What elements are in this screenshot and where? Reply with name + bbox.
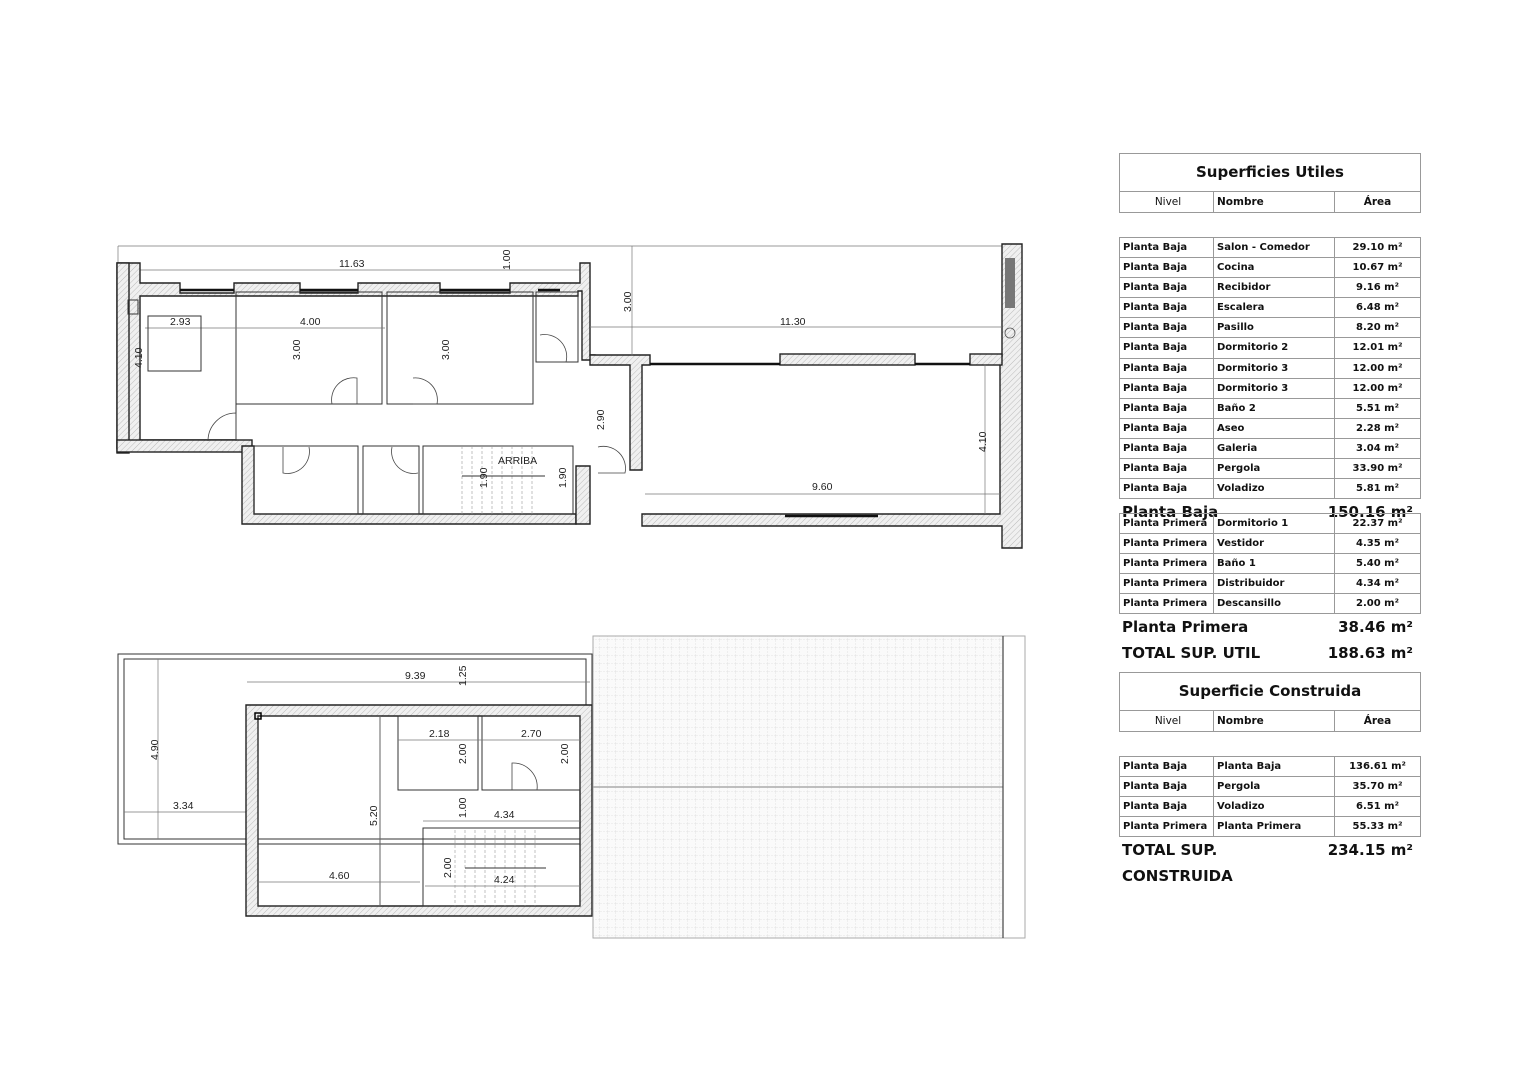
table-row (1120, 594, 1420, 613)
table-row (1120, 298, 1420, 318)
total-sup-construida (1119, 837, 1421, 886)
table-row (1120, 338, 1420, 358)
table-row (1120, 777, 1420, 797)
dim-stair-right: 1.90 (557, 467, 569, 488)
cell-nombre: Planta Baja (1213, 757, 1334, 776)
cell-area: 4.35 m² (1334, 534, 1420, 553)
dim-top-offset: 1.00 (501, 249, 513, 270)
dim-bedroom-depth: 5.20 (368, 805, 380, 826)
table-row (1120, 439, 1420, 459)
dim-bedroom-width: 4.60 (329, 870, 350, 882)
table-row (1120, 399, 1420, 419)
dim-bath-width: 2.70 (521, 728, 542, 740)
cell-nombre: Pergola (1213, 777, 1334, 796)
header-nivel: Nivel (1154, 196, 1182, 208)
dim-overall-width: 11.63 (339, 258, 365, 270)
cell-area: 4.34 m² (1334, 574, 1420, 593)
table-row (1120, 574, 1420, 594)
cell-nombre: Dormitorio 3 (1213, 359, 1334, 378)
table-row (1120, 459, 1420, 479)
header-nombre: Nombre (1213, 192, 1334, 212)
cell-nivel: Planta Baja (1123, 302, 1188, 314)
cell-nivel: Planta Baja (1123, 781, 1188, 793)
table-row (1120, 817, 1420, 836)
dim-kitchen-width: 2.93 (170, 316, 191, 328)
table-row (1120, 258, 1420, 278)
table-row (1120, 479, 1420, 498)
table-row (1120, 797, 1420, 817)
cell-area: 12.00 m² (1334, 379, 1420, 398)
cell-area: 5.51 m² (1334, 399, 1420, 418)
dim-kitchen-depth: 4.10 (133, 347, 145, 368)
total-sup-util (1119, 640, 1421, 666)
header-nombre: Nombre (1213, 711, 1334, 731)
table-row (1120, 318, 1420, 338)
dim-dressing-width: 2.18 (429, 728, 450, 740)
total-label: TOTAL SUP. UTIL (1122, 644, 1261, 663)
subtotal-value: 150.16 m² (1327, 503, 1413, 522)
table-title: Superficie Construida (1120, 673, 1420, 711)
cell-area: 12.01 m² (1334, 338, 1420, 357)
cell-nivel: Planta Primera (1123, 558, 1208, 570)
superficies-utiles-header (1119, 153, 1421, 213)
cell-nombre: Dormitorio 2 (1213, 338, 1334, 357)
dim-bedroom-b-depth: 3.00 (440, 339, 452, 360)
cell-area: 2.28 m² (1334, 419, 1420, 438)
cell-area: 5.40 m² (1334, 554, 1420, 573)
cell-area: 10.67 m² (1334, 258, 1420, 277)
cell-nombre: Planta Primera (1213, 817, 1334, 836)
table-row (1120, 514, 1420, 534)
cell-nivel: Planta Baja (1123, 463, 1188, 475)
cell-nivel: Planta Primera (1123, 598, 1208, 610)
planta-baja-rows (1119, 237, 1421, 525)
total-value: 234.15 m² (1327, 841, 1413, 860)
first-floor-plan (118, 636, 1025, 938)
cell-nombre: Voladizo (1213, 479, 1334, 498)
table-title: Superficies Utiles (1120, 154, 1420, 192)
superficie-construida-table (1119, 672, 1421, 732)
cell-nivel: Planta Baja (1123, 342, 1188, 354)
table-row (1120, 278, 1420, 298)
planta-primera-subtotal (1119, 614, 1421, 640)
cell-area: 8.20 m² (1334, 318, 1420, 337)
cell-nivel: Planta Baja (1123, 442, 1188, 454)
dim-terrace-depth: 4.90 (149, 739, 161, 760)
dim-bedroom-a-width: 4.00 (300, 316, 321, 328)
cell-nivel: Planta Baja (1123, 322, 1188, 334)
table-row (1120, 359, 1420, 379)
table-row (1120, 534, 1420, 554)
cell-nombre: Galeria (1213, 439, 1334, 458)
subtotal-label: Planta Baja (1122, 503, 1219, 522)
subtotal-value: 38.46 m² (1338, 618, 1413, 637)
table-row (1120, 379, 1420, 399)
dim-hall-width-ff: 4.34 (494, 809, 515, 821)
cell-nombre: Aseo (1213, 419, 1334, 438)
cell-area: 3.04 m² (1334, 439, 1420, 458)
dim-terrace-side: 3.34 (173, 800, 194, 812)
cell-nivel: Planta Primera (1123, 538, 1208, 550)
construida-rows (1119, 756, 1421, 886)
dim-pergola-depth: 3.00 (622, 291, 634, 312)
total-label: TOTAL SUP. CONSTRUIDA (1122, 841, 1233, 886)
dim-bedroom-a-depth: 3.00 (291, 339, 303, 360)
cell-area: 9.16 m² (1334, 278, 1420, 297)
cell-nivel: Planta Baja (1123, 382, 1188, 394)
cell-nombre: Vestidor (1213, 534, 1334, 553)
table-row (1120, 757, 1420, 777)
table-row (1120, 238, 1420, 258)
table-row (1120, 419, 1420, 439)
ground-floor-plan (117, 244, 1022, 548)
cell-area: 22.37 m² (1334, 514, 1420, 533)
cell-nivel: Planta Baja (1123, 282, 1188, 294)
header-area: Área (1334, 711, 1420, 731)
total-value: 188.63 m² (1327, 644, 1413, 663)
header-area: Área (1334, 192, 1420, 212)
cell-area: 6.48 m² (1334, 298, 1420, 317)
cell-area: 35.70 m² (1334, 777, 1420, 796)
column-headers (1120, 192, 1420, 212)
planta-primera-rows (1119, 513, 1421, 666)
superficies-utiles-table (1119, 153, 1421, 213)
first-floor-staircase (455, 830, 546, 906)
cell-nombre: Dormitorio 3 (1213, 379, 1334, 398)
dim-hall-depth: 2.90 (595, 409, 607, 430)
dim-stair-depth-ff: 2.00 (442, 857, 454, 878)
cell-area: 55.33 m² (1334, 817, 1420, 836)
dim-terrace-offset: 1.25 (457, 665, 469, 686)
cell-nivel: Planta Baja (1123, 262, 1188, 274)
column-headers (1120, 711, 1420, 731)
header-nivel: Nivel (1154, 715, 1182, 727)
cell-nombre: Recibidor (1213, 278, 1334, 297)
cell-nombre: Pergola (1213, 459, 1334, 478)
cell-area: 33.90 m² (1334, 459, 1420, 478)
cell-nombre: Baño 1 (1213, 554, 1334, 573)
superficie-construida-header (1119, 672, 1421, 732)
dim-stair-left: 1.90 (478, 467, 490, 488)
cell-nivel: Planta Baja (1123, 362, 1188, 374)
cell-nivel: Planta Primera (1123, 821, 1208, 833)
subtotal-label: Planta Primera (1122, 618, 1249, 637)
dim-dressing-depth: 2.00 (457, 743, 469, 764)
dim-terrace-width: 9.39 (405, 670, 426, 682)
cell-nombre: Voladizo (1213, 797, 1334, 816)
cell-nivel: Planta Baja (1123, 761, 1188, 772)
cell-area: 136.61 m² (1334, 757, 1420, 776)
cell-nivel: Planta Baja (1123, 422, 1188, 434)
cell-area: 6.51 m² (1334, 797, 1420, 816)
cell-area: 5.81 m² (1334, 479, 1420, 498)
cell-nombre: Distribuidor (1213, 574, 1334, 593)
dim-stair-width-ff: 4.24 (494, 874, 515, 886)
dim-living-depth: 4.10 (977, 431, 989, 452)
dim-living-width: 9.60 (812, 481, 833, 493)
dim-bath-depth: 2.00 (559, 743, 571, 764)
cell-nivel: Planta Primera (1123, 518, 1208, 529)
cell-area: 2.00 m² (1334, 594, 1420, 613)
table-row (1120, 554, 1420, 574)
cell-area: 12.00 m² (1334, 359, 1420, 378)
dim-hall-depth-ff: 1.00 (457, 797, 469, 818)
cell-nivel: Planta Baja (1123, 242, 1188, 253)
stair-label: ARRIBA (498, 455, 538, 467)
cell-nivel: Planta Baja (1123, 483, 1188, 495)
cell-nombre: Cocina (1213, 258, 1334, 277)
cell-nombre: Dormitorio 1 (1213, 514, 1334, 533)
cell-area: 29.10 m² (1334, 238, 1420, 257)
cell-nombre: Escalera (1213, 298, 1334, 317)
dim-pergola-width: 11.30 (780, 316, 806, 328)
cell-nombre: Pasillo (1213, 318, 1334, 337)
cell-nivel: Planta Primera (1123, 578, 1208, 590)
cell-nombre: Descansillo (1213, 594, 1334, 613)
cell-nombre: Baño 2 (1213, 399, 1334, 418)
cell-nivel: Planta Baja (1123, 402, 1188, 414)
cell-nivel: Planta Baja (1123, 801, 1188, 813)
cell-nombre: Salon - Comedor (1213, 238, 1334, 257)
